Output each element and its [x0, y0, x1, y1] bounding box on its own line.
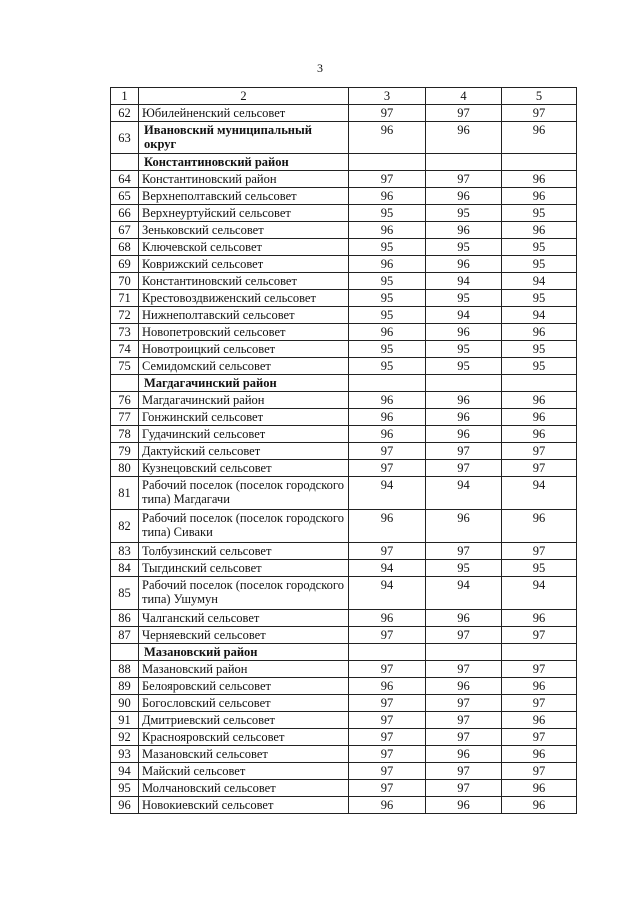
- value-cell: 94: [426, 477, 502, 510]
- row-number-cell: 65: [111, 188, 139, 205]
- row-number-cell: 84: [111, 560, 139, 577]
- table-row: [111, 797, 577, 814]
- value-cell: 97: [349, 627, 426, 644]
- value-cell: 95: [502, 290, 577, 307]
- header-cell: 4: [426, 88, 502, 105]
- value-cell: 97: [426, 443, 502, 460]
- row-number-cell: 79: [111, 443, 139, 460]
- value-cell: 97: [426, 763, 502, 780]
- value-cell: [502, 375, 577, 392]
- value-cell: 97: [349, 543, 426, 560]
- name-cell: Краснояровский сельсовет: [139, 729, 349, 746]
- row-number-cell: 70: [111, 273, 139, 290]
- row-number-cell: 91: [111, 712, 139, 729]
- value-cell: 97: [349, 661, 426, 678]
- row-number-cell: 68: [111, 239, 139, 256]
- name-cell: Мазановский район: [139, 644, 349, 661]
- row-number-cell: 81: [111, 477, 139, 510]
- row-number-cell: 78: [111, 426, 139, 443]
- value-cell: 96: [426, 392, 502, 409]
- row-number-cell: 94: [111, 763, 139, 780]
- value-cell: 96: [426, 409, 502, 426]
- table-row: [111, 239, 577, 256]
- table-row: [111, 105, 577, 122]
- value-cell: 94: [426, 577, 502, 610]
- name-cell: Майский сельсовет: [139, 763, 349, 780]
- name-cell: Новокиевский сельсовет: [139, 797, 349, 814]
- value-cell: 95: [426, 239, 502, 256]
- value-cell: 95: [349, 341, 426, 358]
- row-number-cell: 72: [111, 307, 139, 324]
- table-header-row: [111, 88, 577, 105]
- table-row: [111, 171, 577, 188]
- value-cell: 96: [502, 780, 577, 797]
- value-cell: 96: [502, 610, 577, 627]
- value-cell: 97: [349, 729, 426, 746]
- value-cell: 96: [502, 797, 577, 814]
- table-row: [111, 577, 577, 610]
- table-row: [111, 205, 577, 222]
- value-cell: 97: [349, 171, 426, 188]
- table-body: [111, 105, 577, 814]
- value-cell: 94: [502, 307, 577, 324]
- name-cell: Новотроицкий сельсовет: [139, 341, 349, 358]
- value-cell: 94: [349, 577, 426, 610]
- row-number-cell: 86: [111, 610, 139, 627]
- value-cell: 96: [349, 610, 426, 627]
- name-cell: Молчановский сельсовет: [139, 780, 349, 797]
- value-cell: 95: [502, 560, 577, 577]
- value-cell: 97: [426, 105, 502, 122]
- value-cell: 95: [502, 256, 577, 273]
- table-row: [111, 678, 577, 695]
- value-cell: 96: [502, 409, 577, 426]
- value-cell: 97: [502, 729, 577, 746]
- value-cell: 94: [426, 273, 502, 290]
- value-cell: 95: [426, 358, 502, 375]
- value-cell: 96: [426, 746, 502, 763]
- value-cell: 97: [502, 695, 577, 712]
- name-cell: Тыгдинский сельсовет: [139, 560, 349, 577]
- name-cell: Константиновский район: [139, 171, 349, 188]
- value-cell: 96: [502, 188, 577, 205]
- value-cell: [502, 154, 577, 171]
- value-cell: 95: [502, 239, 577, 256]
- value-cell: 95: [349, 358, 426, 375]
- header-cell: 1: [111, 88, 139, 105]
- row-number-cell: 63: [111, 122, 139, 154]
- value-cell: 97: [349, 460, 426, 477]
- value-cell: [349, 154, 426, 171]
- row-number-cell: 77: [111, 409, 139, 426]
- value-cell: 96: [349, 510, 426, 543]
- value-cell: 95: [502, 358, 577, 375]
- name-cell: Ключевской сельсовет: [139, 239, 349, 256]
- name-cell: Кузнецовский сельсовет: [139, 460, 349, 477]
- value-cell: 96: [502, 678, 577, 695]
- name-cell: Гонжинский сельсовет: [139, 409, 349, 426]
- value-cell: 97: [502, 763, 577, 780]
- value-cell: 96: [502, 171, 577, 188]
- value-cell: 97: [426, 627, 502, 644]
- table-row: [111, 510, 577, 543]
- value-cell: 96: [349, 678, 426, 695]
- table-row: [111, 122, 577, 154]
- value-cell: 96: [426, 188, 502, 205]
- value-cell: 97: [426, 729, 502, 746]
- row-number-cell: 66: [111, 205, 139, 222]
- value-cell: 97: [426, 780, 502, 797]
- table-row: [111, 341, 577, 358]
- name-cell: Верхнеуртуйский сельсовет: [139, 205, 349, 222]
- value-cell: 96: [349, 392, 426, 409]
- value-cell: 96: [426, 222, 502, 239]
- value-cell: 97: [426, 712, 502, 729]
- name-cell: Рабочий поселок (поселок городского типа) Ушумун: [139, 577, 349, 610]
- table-row: [111, 188, 577, 205]
- table-row: [111, 477, 577, 510]
- name-cell: Крестовоздвиженский сельсовет: [139, 290, 349, 307]
- value-cell: 96: [426, 510, 502, 543]
- value-cell: [426, 375, 502, 392]
- value-cell: 95: [426, 560, 502, 577]
- value-cell: 96: [502, 222, 577, 239]
- table-row: [111, 256, 577, 273]
- value-cell: 97: [426, 695, 502, 712]
- table-row: [111, 222, 577, 239]
- table-row: [111, 426, 577, 443]
- section-header-row: [111, 375, 577, 392]
- row-number-cell: 93: [111, 746, 139, 763]
- row-number-cell: 74: [111, 341, 139, 358]
- table-row: [111, 661, 577, 678]
- row-number-cell: 90: [111, 695, 139, 712]
- value-cell: 96: [502, 426, 577, 443]
- value-cell: 97: [349, 763, 426, 780]
- name-cell: Юбилейненский сельсовет: [139, 105, 349, 122]
- row-number-cell: 96: [111, 797, 139, 814]
- section-header-row: [111, 154, 577, 171]
- row-number-cell: 82: [111, 510, 139, 543]
- value-cell: 97: [426, 171, 502, 188]
- value-cell: 97: [426, 460, 502, 477]
- name-cell: Чалганский сельсовет: [139, 610, 349, 627]
- table-row: [111, 358, 577, 375]
- value-cell: 96: [426, 122, 502, 154]
- name-cell: Коврижский сельсовет: [139, 256, 349, 273]
- name-cell: Гудачинский сельсовет: [139, 426, 349, 443]
- name-cell: Верхнеполтавский сельсовет: [139, 188, 349, 205]
- table-row: [111, 290, 577, 307]
- value-cell: 96: [349, 122, 426, 154]
- value-cell: 97: [426, 543, 502, 560]
- value-cell: 97: [502, 627, 577, 644]
- value-cell: 95: [349, 239, 426, 256]
- table-row: [111, 695, 577, 712]
- name-cell: Черняевский сельсовет: [139, 627, 349, 644]
- value-cell: 94: [349, 560, 426, 577]
- name-cell: Новопетровский сельсовет: [139, 324, 349, 341]
- row-number-cell: 92: [111, 729, 139, 746]
- value-cell: 95: [349, 307, 426, 324]
- value-cell: 97: [349, 712, 426, 729]
- value-cell: 96: [349, 188, 426, 205]
- table-row: [111, 560, 577, 577]
- name-cell: Богословский сельсовет: [139, 695, 349, 712]
- value-cell: 97: [349, 780, 426, 797]
- section-header-row: [111, 644, 577, 661]
- table-row: [111, 460, 577, 477]
- value-cell: 97: [502, 661, 577, 678]
- value-cell: 96: [502, 122, 577, 154]
- value-cell: 96: [426, 256, 502, 273]
- table-row: [111, 746, 577, 763]
- value-cell: 96: [426, 678, 502, 695]
- row-number-cell: 83: [111, 543, 139, 560]
- name-cell: Мазановский сельсовет: [139, 746, 349, 763]
- row-number-cell: 75: [111, 358, 139, 375]
- value-cell: 96: [349, 409, 426, 426]
- name-cell: Дактуйский сельсовет: [139, 443, 349, 460]
- value-cell: 94: [426, 307, 502, 324]
- table-row: [111, 763, 577, 780]
- row-number-cell: [111, 154, 139, 171]
- row-number-cell: 69: [111, 256, 139, 273]
- row-number-cell: [111, 375, 139, 392]
- value-cell: 96: [502, 510, 577, 543]
- header-cell: 2: [139, 88, 349, 105]
- name-cell: Мазановский район: [139, 661, 349, 678]
- value-cell: 96: [349, 797, 426, 814]
- name-cell: Толбузинский сельсовет: [139, 543, 349, 560]
- value-cell: 97: [502, 543, 577, 560]
- value-cell: 97: [502, 105, 577, 122]
- name-cell: Рабочий поселок (поселок городского типа) Сиваки: [139, 510, 349, 543]
- header-cell: 3: [349, 88, 426, 105]
- value-cell: 96: [502, 392, 577, 409]
- data-table: [110, 87, 577, 814]
- table-row: [111, 712, 577, 729]
- page-number: 3: [317, 61, 323, 75]
- row-number-cell: 85: [111, 577, 139, 610]
- table-row: [111, 324, 577, 341]
- value-cell: 97: [349, 695, 426, 712]
- value-cell: 95: [502, 205, 577, 222]
- value-cell: 97: [349, 105, 426, 122]
- row-number-cell: 76: [111, 392, 139, 409]
- value-cell: 95: [349, 205, 426, 222]
- value-cell: 97: [349, 746, 426, 763]
- table-row: [111, 409, 577, 426]
- value-cell: 97: [502, 460, 577, 477]
- row-number-cell: 88: [111, 661, 139, 678]
- name-cell: Константиновский район: [139, 154, 349, 171]
- name-cell: Ивановский муниципальный округ: [139, 122, 349, 154]
- header-cell: 5: [502, 88, 577, 105]
- value-cell: 96: [502, 746, 577, 763]
- value-cell: 96: [349, 256, 426, 273]
- value-cell: 97: [502, 443, 577, 460]
- value-cell: 96: [349, 222, 426, 239]
- row-number-cell: 71: [111, 290, 139, 307]
- name-cell: Константиновский сельсовет: [139, 273, 349, 290]
- value-cell: 95: [349, 290, 426, 307]
- row-number-cell: 80: [111, 460, 139, 477]
- row-number-cell: [111, 644, 139, 661]
- table-row: [111, 627, 577, 644]
- name-cell: Белояровский сельсовет: [139, 678, 349, 695]
- value-cell: 96: [426, 426, 502, 443]
- value-cell: [426, 644, 502, 661]
- value-cell: 96: [426, 324, 502, 341]
- value-cell: 97: [349, 443, 426, 460]
- table-row: [111, 273, 577, 290]
- value-cell: [349, 644, 426, 661]
- row-number-cell: 89: [111, 678, 139, 695]
- value-cell: 96: [502, 324, 577, 341]
- name-cell: Дмитриевский сельсовет: [139, 712, 349, 729]
- row-number-cell: 73: [111, 324, 139, 341]
- value-cell: 95: [426, 341, 502, 358]
- value-cell: 95: [349, 273, 426, 290]
- value-cell: 94: [502, 273, 577, 290]
- name-cell: Рабочий поселок (поселок городского типа) Магдагачи: [139, 477, 349, 510]
- name-cell: Семидомский сельсовет: [139, 358, 349, 375]
- name-cell: Магдагачинский район: [139, 375, 349, 392]
- value-cell: 94: [502, 577, 577, 610]
- value-cell: [502, 644, 577, 661]
- value-cell: 96: [349, 324, 426, 341]
- value-cell: 96: [349, 426, 426, 443]
- value-cell: 95: [502, 341, 577, 358]
- row-number-cell: 62: [111, 105, 139, 122]
- value-cell: 94: [502, 477, 577, 510]
- table-row: [111, 443, 577, 460]
- row-number-cell: 87: [111, 627, 139, 644]
- value-cell: 96: [426, 797, 502, 814]
- value-cell: 95: [426, 290, 502, 307]
- table-row: [111, 610, 577, 627]
- name-cell: Нижнеполтавский сельсовет: [139, 307, 349, 324]
- name-cell: Зеньковский сельсовет: [139, 222, 349, 239]
- value-cell: 96: [426, 610, 502, 627]
- value-cell: [349, 375, 426, 392]
- table-row: [111, 543, 577, 560]
- row-number-cell: 67: [111, 222, 139, 239]
- table-row: [111, 780, 577, 797]
- name-cell: Магдагачинский район: [139, 392, 349, 409]
- table-row: [111, 392, 577, 409]
- value-cell: 95: [426, 205, 502, 222]
- table-row: [111, 729, 577, 746]
- table-row: [111, 307, 577, 324]
- value-cell: [426, 154, 502, 171]
- value-cell: 96: [502, 712, 577, 729]
- value-cell: 97: [426, 661, 502, 678]
- row-number-cell: 95: [111, 780, 139, 797]
- value-cell: 94: [349, 477, 426, 510]
- row-number-cell: 64: [111, 171, 139, 188]
